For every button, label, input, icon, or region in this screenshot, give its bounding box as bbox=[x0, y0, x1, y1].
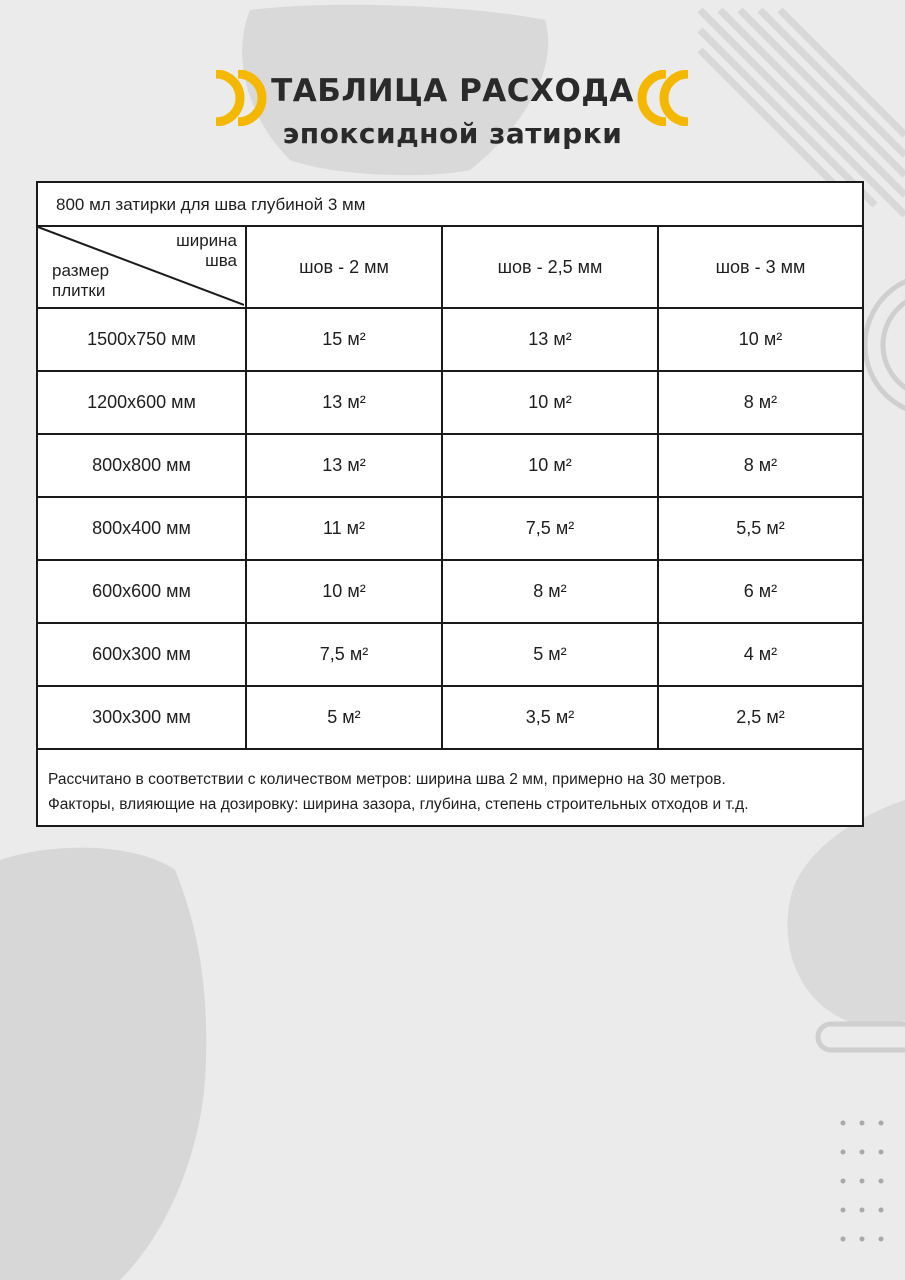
table-row bbox=[38, 434, 862, 497]
coverage-cell: 4 м² bbox=[658, 623, 862, 686]
title-sub: эпоксидной затирки bbox=[282, 117, 623, 150]
coverage-cell: 7,5 м² bbox=[246, 623, 442, 686]
coverage-cell: 10 м² bbox=[246, 560, 442, 623]
coverage-cell: 5 м² bbox=[442, 623, 658, 686]
tile-size-cell: 600x600 мм bbox=[38, 560, 246, 623]
coverage-cell: 13 м² bbox=[442, 308, 658, 371]
table-row bbox=[38, 623, 862, 686]
column-header: шов - 2 мм bbox=[246, 227, 442, 308]
coverage-cell: 3,5 м² bbox=[442, 686, 658, 749]
tile-size-cell: 800x400 мм bbox=[38, 497, 246, 560]
table-note: 800 мл затирки для шва глубиной 3 мм bbox=[38, 183, 862, 227]
coverage-cell: 6 м² bbox=[658, 560, 862, 623]
tile-size-cell: 800x800 мм bbox=[38, 434, 246, 497]
table-row bbox=[38, 560, 862, 623]
table-row bbox=[38, 308, 862, 371]
tile-size-label: размер плитки bbox=[52, 261, 110, 300]
seam-width-label: ширина шва bbox=[176, 231, 237, 270]
grout-grid bbox=[38, 227, 862, 750]
tile-size-cell: 600x300 мм bbox=[38, 623, 246, 686]
column-header: шов - 3 мм bbox=[658, 227, 862, 308]
coverage-cell: 15 м² bbox=[246, 308, 442, 371]
corner-cell bbox=[38, 227, 246, 308]
footnote-line: Факторы, влияющие на дозировку: ширина зазора, глубина, степень строительных отходов и т.д. bbox=[48, 796, 749, 813]
coverage-cell: 10 м² bbox=[658, 308, 862, 371]
coverage-cell: 10 м² bbox=[442, 371, 658, 434]
footnote-line: Рассчитано в соответствии с количеством метров: ширина шва 2 мм, примерно на 30 метров. bbox=[48, 771, 726, 788]
coverage-cell: 5 м² bbox=[246, 686, 442, 749]
coverage-cell: 8 м² bbox=[658, 434, 862, 497]
coverage-cell: 5,5 м² bbox=[658, 497, 862, 560]
coverage-cell: 8 м² bbox=[442, 560, 658, 623]
page-title bbox=[0, 68, 905, 154]
consumption-table bbox=[36, 181, 864, 827]
tile-size-cell: 300x300 мм bbox=[38, 686, 246, 749]
table-row bbox=[38, 371, 862, 434]
table-row bbox=[38, 497, 862, 560]
table-row bbox=[38, 686, 862, 749]
title-main: ТАБЛИЦА РАСХОДА bbox=[271, 73, 634, 109]
coverage-cell: 7,5 м² bbox=[442, 497, 658, 560]
coverage-cell: 8 м² bbox=[658, 371, 862, 434]
tile-size-cell: 1500x750 мм bbox=[38, 308, 246, 371]
coverage-cell: 11 м² bbox=[246, 497, 442, 560]
coverage-cell: 13 м² bbox=[246, 434, 442, 497]
coverage-cell: 10 м² bbox=[442, 434, 658, 497]
coverage-cell: 13 м² bbox=[246, 371, 442, 434]
column-header: шов - 2,5 мм bbox=[442, 227, 658, 308]
coverage-cell: 2,5 м² bbox=[658, 686, 862, 749]
table-header-row bbox=[38, 227, 862, 308]
tile-size-cell: 1200x600 мм bbox=[38, 371, 246, 434]
table-footnote bbox=[38, 749, 862, 825]
